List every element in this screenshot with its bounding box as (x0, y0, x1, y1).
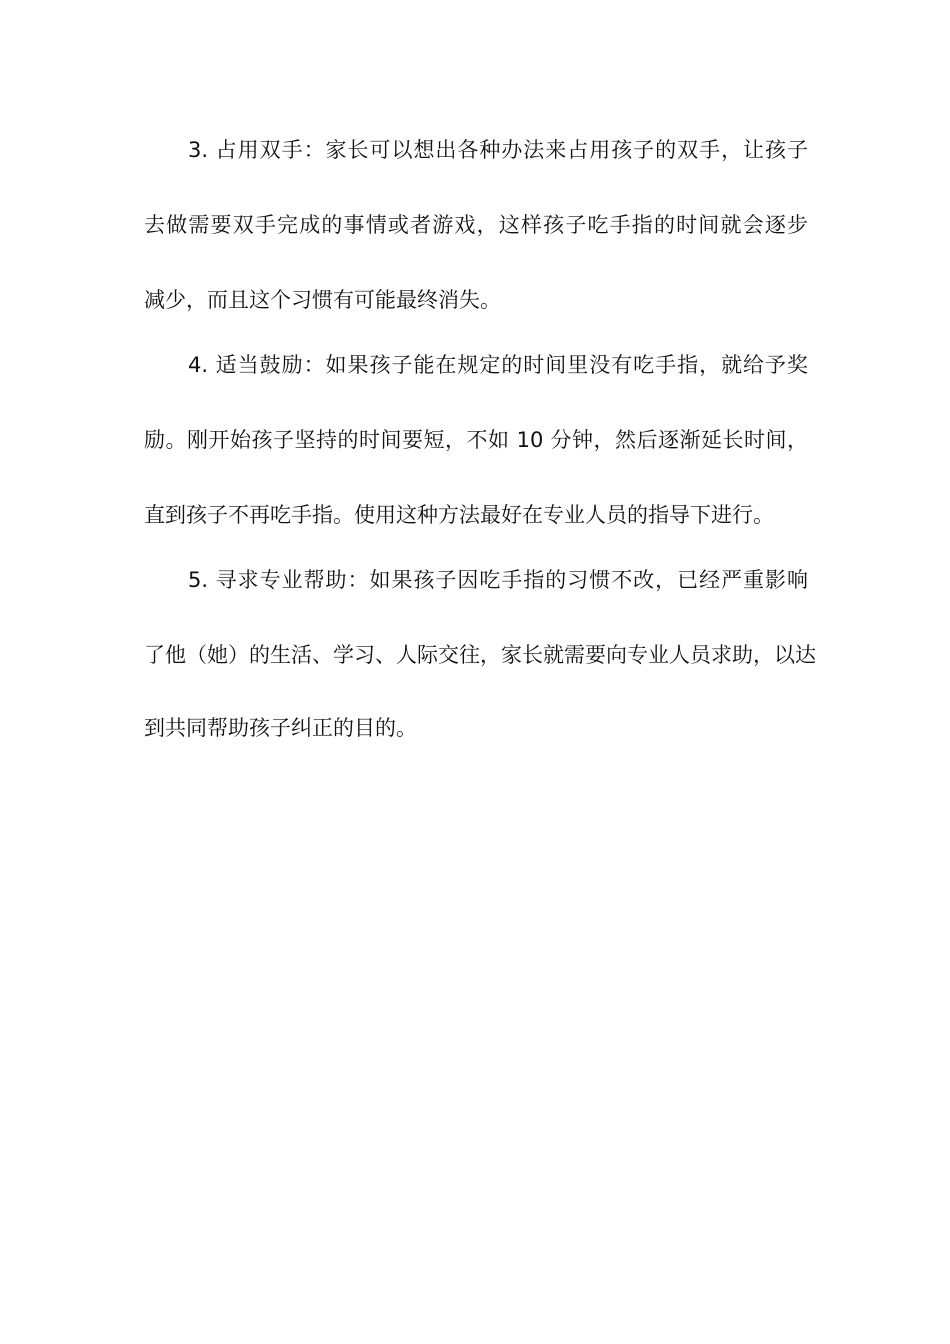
paragraph-3-line-2: 去做需要双手完成的事情或者游戏，这样孩子吃手指的时间就会逐步 (144, 213, 808, 237)
paragraph-4-line-3: 直到孩子不再吃手指。使用这种方法最好在专业人员的指导下进行。 (144, 503, 774, 527)
paragraph-5-line-3: 到共同帮助孩子纠正的目的。 (144, 716, 417, 740)
paragraph-4-line-1: 4. 适当鼓励：如果孩子能在规定的时间里没有吃手指，就给予奖 (188, 353, 808, 377)
paragraph-3-line-1: 3. 占用双手：家长可以想出各种办法来占用孩子的双手，让孩子 (188, 138, 808, 162)
paragraph-5-line-2: 了他（她）的生活、学习、人际交往，家长就需要向专业人员求助，以达 (144, 643, 816, 667)
paragraph-5-line-1: 5. 寻求专业帮助：如果孩子因吃手指的习惯不改，已经严重影响 (188, 568, 808, 592)
paragraph-4-line-2: 励。刚开始孩子坚持的时间要短，不如 10 分钟，然后逐渐延长时间， (144, 428, 808, 452)
paragraph-3-line-3: 减少，而且这个习惯有可能最终消失。 (144, 288, 501, 312)
